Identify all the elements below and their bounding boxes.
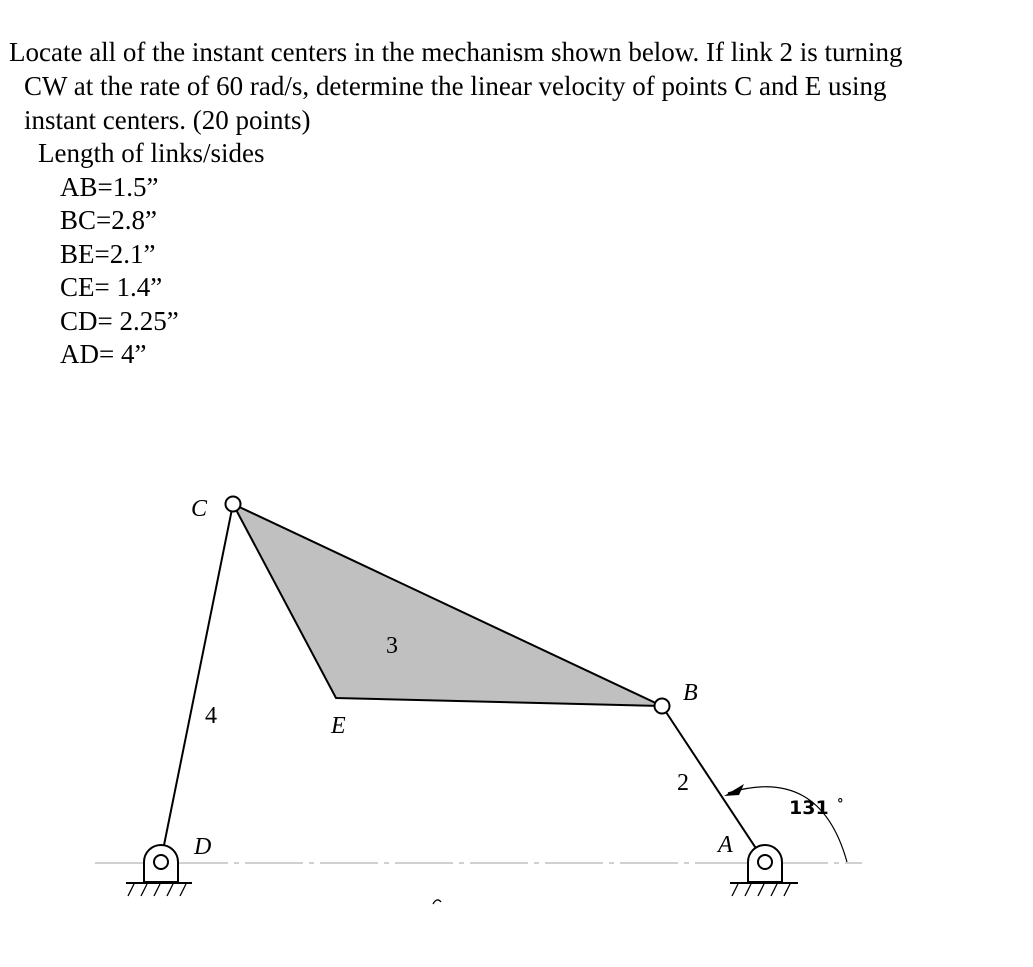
ground-pivot-d bbox=[126, 845, 192, 896]
label-a: A bbox=[718, 832, 733, 858]
angle-value: 131 bbox=[789, 797, 829, 819]
label-link-4: 4 bbox=[205, 703, 217, 729]
problem-line-2: CW at the rate of 60 rad/s, determine the linear velocity of points C and E using bbox=[24, 71, 887, 101]
joint-c bbox=[226, 497, 241, 512]
label-c: C bbox=[191, 496, 208, 522]
angle-degree-symbol: ° bbox=[837, 797, 844, 812]
label-link-3: 3 bbox=[386, 633, 398, 659]
stray-mark bbox=[433, 900, 441, 904]
lengths-heading: Length of links/sides bbox=[38, 138, 265, 168]
length-ce: CE= 1.4” bbox=[60, 272, 163, 302]
label-e: E bbox=[331, 713, 346, 739]
length-cd: CD= 2.25” bbox=[60, 306, 179, 336]
coupler-link-3 bbox=[233, 504, 662, 706]
problem-line-1: Locate all of the instant centers in the mechanism shown below. If link 2 is turning bbox=[9, 37, 903, 67]
joint-b bbox=[655, 699, 670, 714]
angle-arrowhead bbox=[724, 784, 744, 796]
ground-pivot-a bbox=[730, 845, 798, 896]
length-bc: BC=2.8” bbox=[60, 205, 157, 235]
length-be: BE=2.1” bbox=[60, 239, 156, 269]
angle-arc bbox=[728, 787, 847, 862]
length-ab: AB=1.5” bbox=[60, 172, 159, 202]
link-4 bbox=[161, 504, 233, 860]
length-ad: AD= 4” bbox=[60, 339, 147, 369]
label-link-2: 2 bbox=[677, 770, 689, 796]
label-d: D bbox=[194, 834, 212, 860]
problem-line-3: instant centers. (20 points) bbox=[24, 105, 311, 135]
label-b: B bbox=[683, 680, 698, 706]
